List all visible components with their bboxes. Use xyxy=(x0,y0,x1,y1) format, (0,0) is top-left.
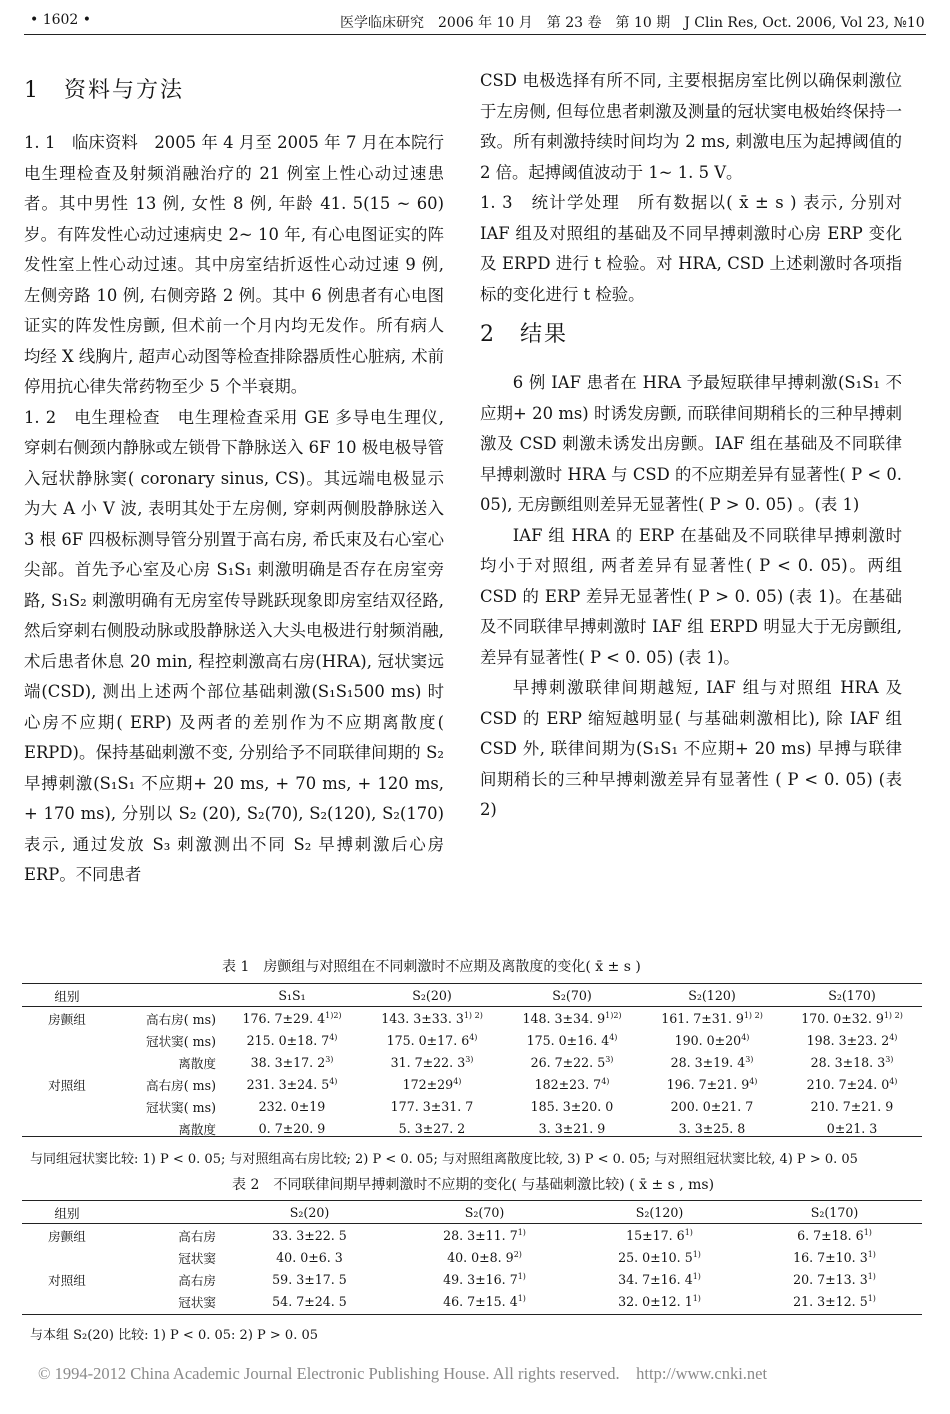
value-cell xyxy=(642,1051,782,1073)
value-text: 177. 3±31. 7 xyxy=(390,1098,474,1114)
table-row xyxy=(22,1007,922,1030)
footnote-mark: 4) xyxy=(329,1032,338,1042)
table-row xyxy=(22,1224,922,1247)
value-text: 59. 3±17. 5 xyxy=(272,1271,347,1287)
value-text: 172±29 xyxy=(402,1076,454,1092)
paragraph-results-2: IAF 组 HRA 的 ERP 在基础及不同联律早搏刺激时均小于对照组, 两者差异有显著性( P < 0. 05)。两组 CSD 的 ERP 差异无显著性( P > 0. 05) (表 1)。在基础及不同联律早搏刺激时 IAF 组 ERPD 明显大于无房颤组, 差异有显著性( P < 0. 05) (表 1)。 xyxy=(480,525,902,667)
header-rule xyxy=(24,34,926,35)
value-cell xyxy=(572,1224,747,1247)
value-cell xyxy=(362,1007,502,1030)
footnote-mark: 1) xyxy=(867,1293,876,1303)
value-cell xyxy=(362,1095,502,1117)
value-text: 28. 3±19. 4 xyxy=(670,1054,746,1070)
value-text: 3. 3±21. 9 xyxy=(538,1120,606,1136)
section-heading-results: 2 结果 xyxy=(480,322,568,347)
table-header-cell: S₂(20) xyxy=(412,987,452,1003)
table-row xyxy=(22,1290,922,1312)
value-cell xyxy=(782,1073,922,1095)
table-row xyxy=(22,1095,922,1117)
value-cell xyxy=(222,1029,362,1051)
value-cell xyxy=(222,1290,397,1312)
table-header-cell: S₁S₁ xyxy=(278,987,306,1003)
value-text: 170. 0±32. 9 xyxy=(801,1010,884,1026)
footnote-mark: 3) xyxy=(885,1054,894,1064)
paragraph-results-1: 6 例 IAF 患者在 HRA 予最短联律早搏刺激(S₁S₁ 不应期+ 20 ms) 时诱发房颤, 而联律间期稍长的三种早搏刺激及 CSD 刺激未诱发出房颤。IAF 组在基础及不同联律早搏刺激时 HRA 与 CSD 的不应期差异有显著性( P < 0. 05), 无房颤组则差异无显著性( P > 0. 05) 。(表 1) xyxy=(480,373,902,514)
value-text: 231. 3±24. 5 xyxy=(246,1076,330,1092)
value-text: 176. 7±29. 4 xyxy=(242,1010,326,1026)
table-header-cell xyxy=(112,1201,222,1224)
value-cell xyxy=(782,1051,922,1073)
footnote-mark: 1) 2) xyxy=(743,1010,763,1020)
value-cell xyxy=(222,1007,362,1030)
footnote-mark: 1) xyxy=(517,1271,526,1281)
footnote-mark: 1) xyxy=(863,1227,872,1237)
copyright-footer: © 1994-2012 China Academic Journal Electronic Publishing House. All rights reserved. http://www.cnki.net xyxy=(38,1364,768,1383)
footnote-mark: 1) xyxy=(517,1227,526,1237)
value-text: 210. 7±24. 0 xyxy=(806,1076,890,1092)
value-cell xyxy=(747,1246,922,1268)
table1-bottom-rule xyxy=(22,1136,922,1137)
value-cell xyxy=(222,1051,362,1073)
value-text: 148. 3±34. 9 xyxy=(522,1010,606,1026)
value-cell xyxy=(397,1246,572,1268)
value-text: 215. 0±18. 7 xyxy=(246,1032,330,1048)
value-cell xyxy=(642,1007,782,1030)
footnote-mark: 1) xyxy=(867,1271,876,1281)
value-text: 40. 0±8. 9 xyxy=(447,1249,514,1265)
value-cell xyxy=(502,1051,642,1073)
footnote-mark: 1)2) xyxy=(605,1010,622,1020)
value-text: 143. 3±33. 3 xyxy=(381,1010,464,1026)
table-header-cell: S₂(120) xyxy=(688,987,736,1003)
table-header-cell: S₂(170) xyxy=(828,987,876,1003)
value-cell xyxy=(362,1073,502,1095)
table-header-cell: S₂(120) xyxy=(635,1204,684,1220)
item-cell: 高右房 xyxy=(178,1272,216,1288)
value-text: 25. 0±10. 5 xyxy=(618,1249,693,1265)
paragraph-statistics: 1. 3 统计学处理 所有数据以( x̄ ± s ) 表示, 分别对 IAF 组及对照组的基础及不同早搏刺激时心房 ERP 变化及 ERPD 进行 t 检验。对 HRA, CSD 上述刺激时各项指标的变化进行 t 检验。 xyxy=(480,193,902,304)
value-cell xyxy=(397,1224,572,1247)
group-cell xyxy=(22,1029,112,1051)
footnote-mark: 1) xyxy=(517,1293,526,1303)
value-cell xyxy=(222,1246,397,1268)
value-cell xyxy=(572,1268,747,1290)
value-cell xyxy=(747,1290,922,1312)
value-text: 161. 7±31. 9 xyxy=(661,1010,744,1026)
table-row xyxy=(22,1029,922,1051)
footnote-mark: 1) xyxy=(692,1249,701,1259)
group-cell xyxy=(22,1095,112,1117)
footnote-mark: 1) xyxy=(692,1293,701,1303)
value-cell xyxy=(502,1073,642,1095)
item-cell: 冠状窦( ms) xyxy=(145,1033,216,1049)
value-text: 0±21. 3 xyxy=(826,1120,878,1136)
footnote-mark: 4) xyxy=(749,1076,758,1086)
item-cell: 冠状窦( ms) xyxy=(145,1099,216,1115)
table2-header-row xyxy=(22,1201,922,1224)
value-text: 196. 7±21. 9 xyxy=(666,1076,750,1092)
value-cell xyxy=(642,1029,782,1051)
value-text: 31. 7±22. 3 xyxy=(390,1054,466,1070)
value-cell xyxy=(362,1029,502,1051)
footnote-mark: 1) xyxy=(692,1271,701,1281)
paragraph-clinical-data: 1. 1 临床资料 2005 年 4 月至 2005 年 7 月在本院行电生理检查及射频消融治疗的 21 例室上性心动过速患者。其中男性 13 例, 女性 8 例, 年龄 41. 5(15 ~ 60) 岁。有阵发性心动过速病史 2~ 10 年, 有心电图证实的阵发性室上性心动过速。其中房室结折返性心动过速 9 例, 左侧旁路 10 例, 右侧旁路 2 例。其中 6 例患者有心电图证实的阵发性房颤, 但术前一个月内均无发作。所有病人均经 X 线胸片, 超声心动图等检查排除器质性心脏病, 术前停用抗心律失常药物至少 5 个半衰期。 xyxy=(24,133,444,396)
value-text: 0. 7±20. 9 xyxy=(258,1120,326,1136)
journal-header: 医学临床研究 2006 年 10 月 第 23 卷 第 10 期 J Clin Res, Oct. 2006, Vol 23, №10 xyxy=(340,15,925,31)
value-text: 182±23. 7 xyxy=(534,1076,602,1092)
footnote-mark: 4) xyxy=(601,1076,610,1086)
footnote-mark: 1)2) xyxy=(325,1010,342,1020)
value-text: 15±17. 6 xyxy=(626,1227,685,1243)
section-heading-methods: 1 资料与方法 xyxy=(24,78,184,103)
value-cell xyxy=(397,1290,572,1312)
value-cell xyxy=(222,1073,362,1095)
value-text: 175. 0±16. 4 xyxy=(526,1032,610,1048)
group-cell: 对照组 xyxy=(48,1272,86,1288)
footnote-mark: 4) xyxy=(889,1076,898,1086)
value-cell xyxy=(747,1224,922,1247)
item-cell: 高右房( ms) xyxy=(145,1011,216,1027)
table-header-cell: 组别 xyxy=(54,1205,80,1221)
value-cell xyxy=(502,1029,642,1051)
value-cell xyxy=(642,1095,782,1117)
value-cell xyxy=(782,1095,922,1117)
table2-body xyxy=(22,1224,922,1313)
table-header-cell: 组别 xyxy=(54,988,80,1004)
group-cell xyxy=(22,1246,112,1268)
group-cell: 对照组 xyxy=(48,1077,86,1093)
table-row xyxy=(22,1268,922,1290)
footnote-mark: 3) xyxy=(325,1054,334,1064)
value-cell xyxy=(642,1073,782,1095)
table1-caption: 表 1 房颤组与对照组在不同刺激时不应期及离散度的变化( x̄ ± s ) xyxy=(222,959,641,975)
paragraph-csd-electrode: CSD 电极选择有所不同, 主要根据房室比例以确保刺激位于左房侧, 但每位患者刺激及测量的冠状窦电极始终保持一致。所有刺激持续时间均为 2 ms, 刺激电压为起搏阈值的 2 倍。起搏阈值波动于 1~ 1. 5 V。 xyxy=(480,71,902,182)
left-column xyxy=(24,66,444,891)
footnote-mark: 3) xyxy=(465,1054,474,1064)
value-text: 20. 7±13. 3 xyxy=(793,1271,868,1287)
value-text: 5. 3±27. 2 xyxy=(398,1120,466,1136)
value-text: 49. 3±16. 7 xyxy=(443,1271,518,1287)
group-cell: 房颤组 xyxy=(48,1228,86,1244)
table1-note: 与同组冠状窦比较: 1) P < 0. 05; 与对照组高右房比较; 2) P < 0. 05; 与对照组离散度比较, 3) P < 0. 05; 与对照组冠状窦比较, 4) P > 0. 05 xyxy=(30,1152,858,1167)
footnote-mark: 1) xyxy=(867,1249,876,1259)
value-text: 34. 7±16. 4 xyxy=(618,1271,693,1287)
value-text: 190. 0±20 xyxy=(674,1032,742,1048)
value-cell xyxy=(572,1290,747,1312)
item-cell: 离散度 xyxy=(178,1055,216,1071)
value-text: 28. 3±18. 3 xyxy=(810,1054,886,1070)
paragraph-ep-study: 1. 2 电生理检查 电生理检查采用 GE 多导电生理仪, 穿刺右侧颈内静脉或左锁骨下静脉送入 6F 10 极电极导管入冠状静脉窦( coronary sinus, CS)。其远端电极显示为大 A 小 V 波, 表明其处于左房侧, 穿刺两侧股静脉送入 3 根 6F 四极标测导管分别置于高右房, 希氏束及右心室心尖部。首先予心室及心房 S₁S₁ 刺激明确是否存在房室旁路, S₁S₂ 刺激明确有无房室传导跳跃现象即房室结双径路, 然后穿刺右侧股动脉或股静脉送入大头电极进行射频消融, 术后患者休息 20 min, 程控刺激高右房(HRA), 冠状窦远端(CSD), 测出上述两个部位基础刺激(S₁S₁500 ms) 时心房不应期( ERP) 及两者的差别作为不应期离散度( ERPD)。保持基础刺激不变, 分别给予不同联律间期的 S₂ 早搏刺激(S₁S₁ 不应期+ 20 ms, + 70 ms, + 120 ms, + 170 ms), 分别以 S₂ (20), S₂(70), S₂(120), S₂(170) 表示, 通过发放 S₃ 刺激测出不同 S₂ 早搏刺激后心房 ERP。不同患者 xyxy=(24,407,444,884)
value-text: 3. 3±25. 8 xyxy=(678,1120,746,1136)
footnote-mark: 3) xyxy=(745,1054,754,1064)
table2-note: 与本组 S₂(20) 比较: 1) P < 0. 05: 2) P > 0. 05 xyxy=(30,1328,319,1343)
footnote-mark: 4) xyxy=(329,1076,338,1086)
footnote-mark: 1) 2) xyxy=(463,1010,483,1020)
table2-caption: 表 2 不同联律间期早搏刺激时不应期的变化( 与基础刺激比较) ( x̄ ± s , ms) xyxy=(232,1177,715,1193)
footnote-mark: 4) xyxy=(889,1032,898,1042)
table1 xyxy=(22,984,922,1139)
value-cell xyxy=(222,1095,362,1117)
value-text: 6. 7±18. 6 xyxy=(797,1227,864,1243)
value-text: 16. 7±10. 3 xyxy=(793,1249,868,1265)
item-cell: 高右房 xyxy=(178,1228,216,1244)
item-cell: 离散度 xyxy=(178,1121,216,1137)
value-text: 40. 0±6. 3 xyxy=(276,1249,343,1265)
value-text: 198. 3±23. 2 xyxy=(806,1032,890,1048)
value-text: 210. 7±21. 9 xyxy=(810,1098,894,1114)
paragraph-results-3: 早搏刺激联律间期越短, IAF 组与对照组 HRA 及 CSD 的 ERP 缩短越明显( 与基础刺激相比), 除 IAF 组 CSD 外, 联律间期为(S₁S₁ 不应期+ 20 ms) 早搏与联律间期稍长的三种早搏刺激差异有显著性 ( P < 0. 05) (表 2) xyxy=(480,678,902,819)
value-text: 54. 7±24. 5 xyxy=(272,1293,347,1309)
page-number: • 1602 • xyxy=(30,12,92,28)
table-row xyxy=(22,1246,922,1268)
value-text: 38. 3±17. 2 xyxy=(250,1054,326,1070)
table-header-cell: S₂(20) xyxy=(289,1204,330,1220)
item-cell: 冠状窦 xyxy=(178,1294,216,1310)
value-cell xyxy=(502,1007,642,1030)
value-cell xyxy=(782,1007,922,1030)
footnote-mark: 4) xyxy=(453,1076,462,1086)
table-row xyxy=(22,1051,922,1073)
footnote-mark: 3) xyxy=(605,1054,614,1064)
value-cell xyxy=(397,1268,572,1290)
value-text: 21. 3±12. 5 xyxy=(793,1293,868,1309)
value-text: 28. 3±11. 7 xyxy=(443,1227,518,1243)
footnote-mark: 1) 2) xyxy=(883,1010,903,1020)
value-text: 26. 7±22. 5 xyxy=(530,1054,606,1070)
value-text: 185. 3±20. 0 xyxy=(530,1098,614,1114)
table-header-cell: S₂(170) xyxy=(810,1204,859,1220)
value-cell xyxy=(782,1029,922,1051)
footnote-mark: 4) xyxy=(469,1032,478,1042)
table2 xyxy=(22,1201,922,1312)
table2-bottom-rule xyxy=(22,1314,922,1315)
item-cell: 冠状窦 xyxy=(178,1250,216,1266)
group-cell xyxy=(22,1051,112,1073)
footnote-mark: 2) xyxy=(513,1249,522,1259)
table1-body xyxy=(22,1007,922,1140)
value-cell xyxy=(502,1095,642,1117)
footnote-mark: 4) xyxy=(609,1032,618,1042)
footnote-mark: 4) xyxy=(741,1032,750,1042)
value-cell xyxy=(222,1224,397,1247)
value-text: 33. 3±22. 5 xyxy=(272,1227,347,1243)
value-cell xyxy=(572,1246,747,1268)
table-header-cell: S₂(70) xyxy=(464,1204,505,1220)
value-text: 32. 0±12. 1 xyxy=(618,1293,693,1309)
value-cell xyxy=(747,1268,922,1290)
table-header-cell: S₂(70) xyxy=(552,987,592,1003)
table-row xyxy=(22,1073,922,1095)
value-text: 175. 0±17. 6 xyxy=(386,1032,470,1048)
value-text: 232. 0±19 xyxy=(258,1098,326,1114)
value-text: 200. 0±21. 7 xyxy=(670,1098,754,1114)
value-cell xyxy=(362,1051,502,1073)
right-column xyxy=(480,66,902,826)
footnote-mark: 1) xyxy=(684,1227,693,1237)
value-cell xyxy=(222,1268,397,1290)
item-cell: 高右房( ms) xyxy=(145,1077,216,1093)
value-text: 46. 7±15. 4 xyxy=(443,1293,518,1309)
group-cell: 房颤组 xyxy=(48,1011,86,1027)
table-header-cell xyxy=(112,984,222,1007)
group-cell xyxy=(22,1290,112,1312)
table1-header-row xyxy=(22,984,922,1007)
